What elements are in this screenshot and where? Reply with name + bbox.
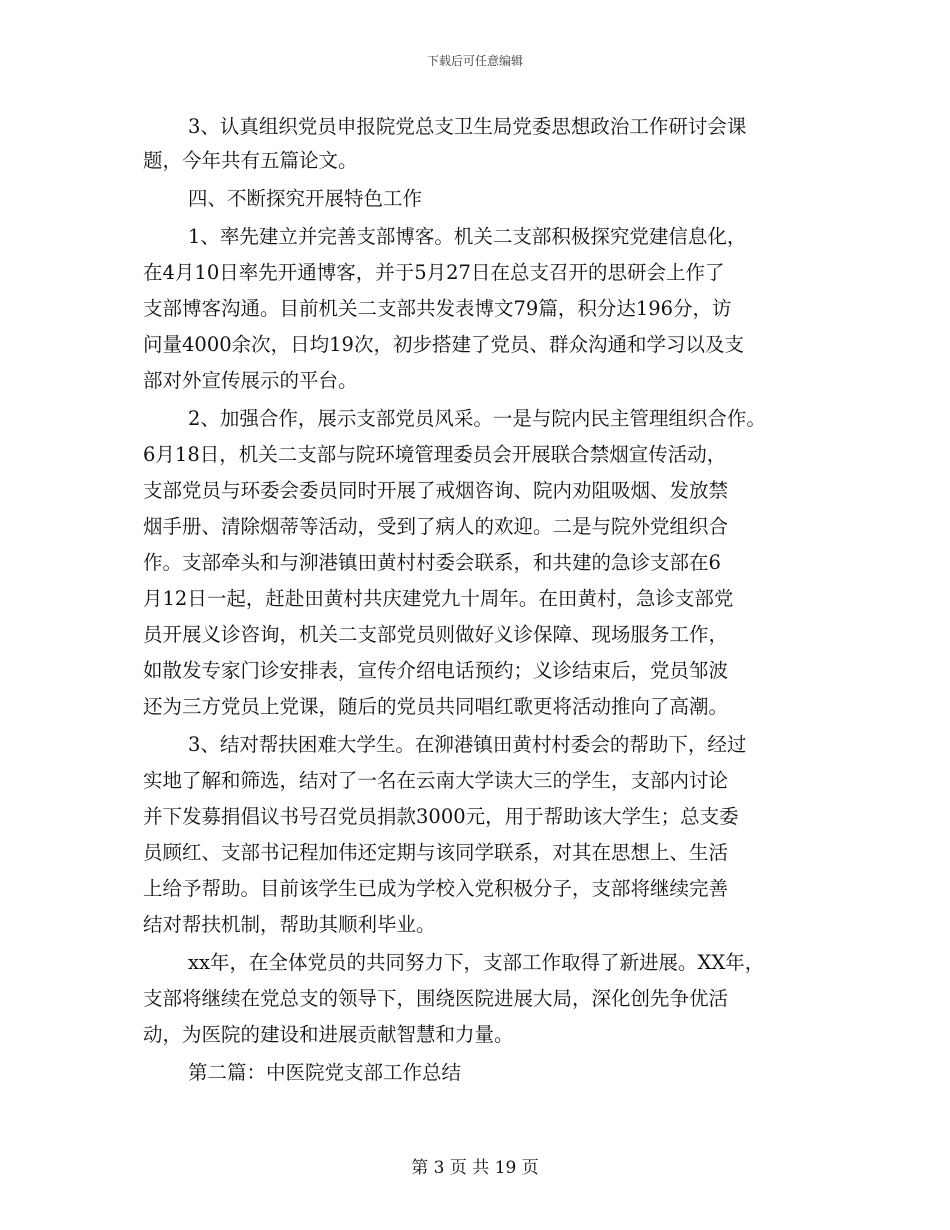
text-line: 实地了解和筛选，结对了一名在云南大学读大三的学生，支部内讨论 — [143, 769, 729, 792]
text-line: 结对帮扶机制，帮助其顺利毕业。 — [143, 913, 436, 936]
text-line: 动，为医院的建设和进展贡献智慧和力量。 — [143, 1023, 514, 1046]
text-line: 部对外宣传展示的平台。 — [143, 369, 358, 392]
page-footer: 第 3 页 共 19 页 — [411, 1158, 539, 1178]
text-line: 3、结对帮扶困难大学生。在泖港镇田黄村村委会的帮助下，经过 — [188, 733, 747, 756]
text-line: xx年，在全体党员的共同努力下，支部工作取得了新进展。XX年， — [188, 951, 765, 974]
text-line: 题，今年共有五篇论文。 — [143, 149, 358, 172]
page-header: 下载后可任意编辑 — [426, 54, 523, 68]
text-line: 2、加强合作，展示支部党员风采。一是与院内民主管理组织合作。 — [188, 407, 766, 430]
text-line: 支部博客沟通。目前机关二支部共发表博文79篇，积分达196分，访 — [143, 297, 732, 320]
text-line: 还为三方党员上党课，随后的党员共同唱红歌更将活动推向了高潮。 — [143, 695, 729, 718]
text-line: 在4月10日率先开通博客，并于5月27日在总支召开的思研会上作了 — [143, 261, 725, 284]
text-line: 支部将继续在党总支的领导下，围绕医院进展大局，深化创先争优活 — [143, 987, 729, 1010]
text-line: 员顾红、支部书记程加伟还定期与该同学联系，对其在思想上、生活 — [143, 841, 729, 864]
section-heading: 四、不断探究开展特色工作 — [188, 187, 423, 210]
section-heading: 第二篇：中医院党支部工作总结 — [188, 1061, 462, 1084]
text-line: 如散发专家门诊安排表，宣传介绍电话预约；义诊结束后，党员邹波 — [143, 659, 729, 682]
text-line: 支部党员与环委会委员同时开展了戒烟咨询、院内劝阻吸烟、发放禁 — [143, 479, 729, 502]
text-line: 并下发募捐倡议书号召党员捐款3000元，用于帮助该大学生；总支委 — [143, 805, 739, 828]
text-line: 上给予帮助。目前该学生已成为学校入党积极分子，支部将继续完善 — [143, 877, 729, 900]
text-line: 6月18日，机关二支部与院环境管理委员会开展联合禁烟宣传活动， — [143, 443, 727, 466]
text-line: 作。支部牵头和与泖港镇田黄村村委会联系，和共建的急诊支部在6 — [143, 551, 721, 574]
text-line: 员开展义诊咨询，机关二支部党员则做好义诊保障、现场服务工作， — [143, 623, 729, 646]
text-line: 3、认真组织党员申报院党总支卫生局党委思想政治工作研讨会课 — [188, 115, 747, 138]
text-line: 1、率先建立并完善支部博客。机关二支部积极探究党建信息化， — [188, 225, 747, 248]
text-line: 烟手册、清除烟蒂等活动，受到了病人的欢迎。二是与院外党组织合 — [143, 515, 729, 538]
text-line: 月12日一起，赶赴田黄村共庆建党九十周年。在田黄村，急诊支部党 — [143, 587, 734, 610]
text-line: 问量4000余次，日均19次，初步搭建了党员、群众沟通和学习以及支 — [143, 333, 744, 356]
